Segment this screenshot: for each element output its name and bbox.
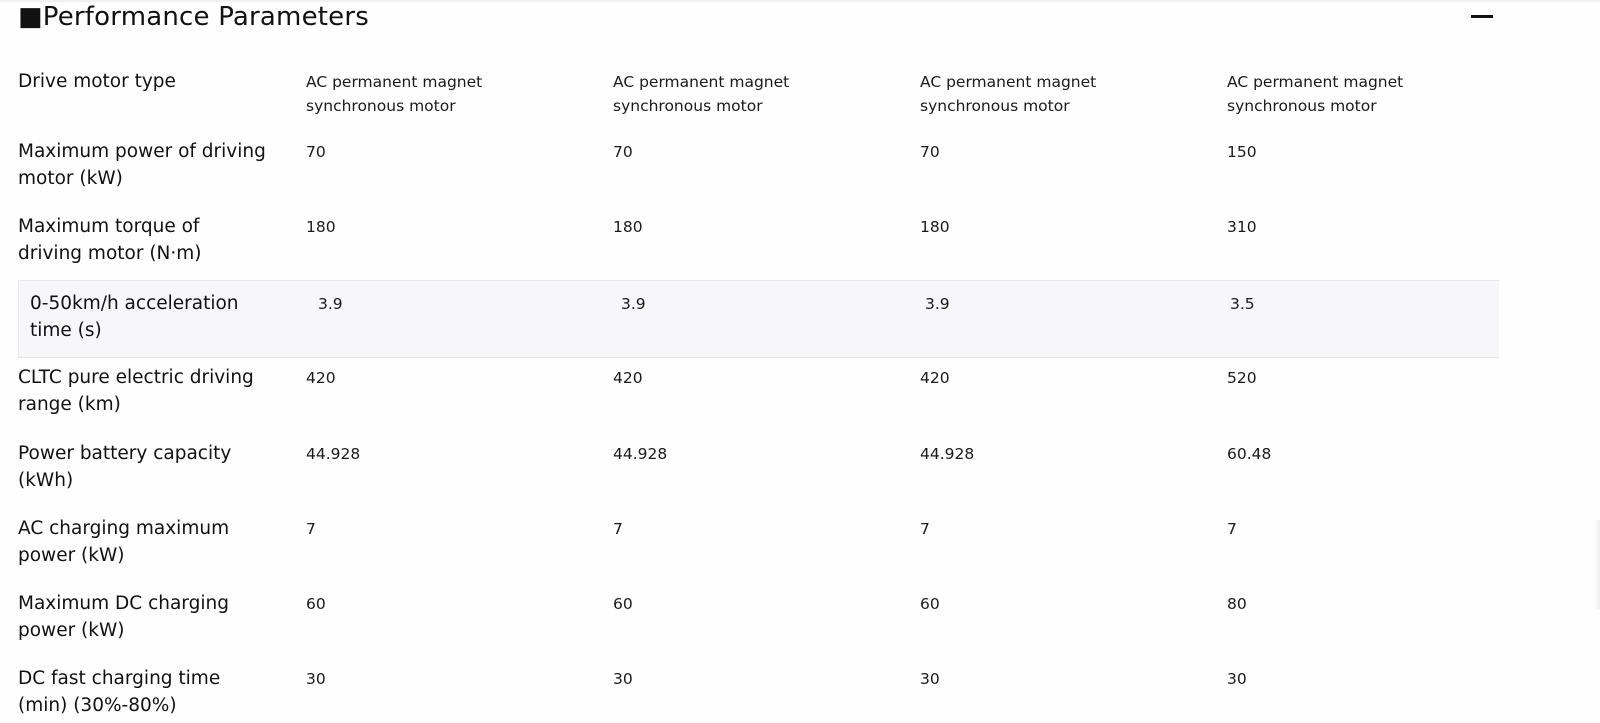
row-label: Power battery capacity (kWh) <box>18 443 232 491</box>
table-cell: 520 <box>1227 369 1257 387</box>
row-label: Maximum power of driving motor (kW) <box>18 141 266 189</box>
table-cell: 60 <box>920 595 940 613</box>
table-cell: 150 <box>1227 143 1257 161</box>
table-cell: 44.928 <box>920 445 975 463</box>
table-cell: 70 <box>920 143 940 161</box>
table-cell: AC permanent magnet synchronous motor <box>613 73 790 115</box>
table-cell: 3.9 <box>925 295 950 313</box>
table-cell: 420 <box>306 369 336 387</box>
table-cell: AC permanent magnet synchronous motor <box>1227 73 1404 115</box>
table-row <box>18 515 1498 591</box>
table-cell: 30 <box>1227 670 1247 688</box>
table-cell: 310 <box>1227 218 1257 236</box>
table-cell: 80 <box>1227 595 1247 613</box>
table-cell: 3.9 <box>318 295 343 313</box>
table-cell: 420 <box>920 369 950 387</box>
table-cell: 7 <box>920 520 930 538</box>
row-label: 0-50km/h acceleration time (s) <box>30 293 239 341</box>
table-cell: 3.9 <box>621 295 646 313</box>
table-cell: 7 <box>1227 520 1237 538</box>
table-row <box>18 68 1498 144</box>
table-row <box>18 665 1498 723</box>
table-cell: 60 <box>306 595 326 613</box>
minus-icon[interactable] <box>1468 2 1498 32</box>
table-cell: 180 <box>306 218 336 236</box>
section-header <box>18 0 1498 36</box>
table-cell: 180 <box>920 218 950 236</box>
table-cell: 420 <box>613 369 643 387</box>
minus-icon-bar <box>1471 15 1493 18</box>
table-row <box>18 213 1498 289</box>
table-cell: 60.48 <box>1227 445 1272 463</box>
table-cell: 30 <box>306 670 326 688</box>
row-label: Drive motor type <box>18 71 176 92</box>
row-label: DC fast charging time (min) (30%-80%) <box>18 668 221 716</box>
table-cell: 7 <box>306 520 316 538</box>
table-cell: 60 <box>613 595 633 613</box>
table-row <box>18 590 1498 666</box>
row-label: CLTC pure electric driving range (km) <box>18 367 254 415</box>
table-cell: 44.928 <box>613 445 668 463</box>
table-row <box>18 138 1498 214</box>
table-row <box>18 440 1498 516</box>
row-label: Maximum torque of driving motor (N·m) <box>18 216 202 264</box>
row-label: Maximum DC charging power (kW) <box>18 593 229 641</box>
table-cell: AC permanent magnet synchronous motor <box>306 73 483 115</box>
table-cell: 3.5 <box>1230 295 1255 313</box>
table-cell: 70 <box>306 143 326 161</box>
table-cell: AC permanent magnet synchronous motor <box>920 73 1097 115</box>
table-cell: 7 <box>613 520 623 538</box>
table-cell: 30 <box>920 670 940 688</box>
table-cell: 44.928 <box>306 445 361 463</box>
table-cell: 30 <box>613 670 633 688</box>
table-row <box>18 364 1498 440</box>
table-row-highlighted <box>18 280 1499 358</box>
table-cell: 70 <box>613 143 633 161</box>
section-title: ■Performance Parameters <box>18 2 370 32</box>
row-label: AC charging maximum power (kW) <box>18 518 230 566</box>
right-edge-shadow <box>1594 520 1600 610</box>
table-cell: 180 <box>613 218 643 236</box>
